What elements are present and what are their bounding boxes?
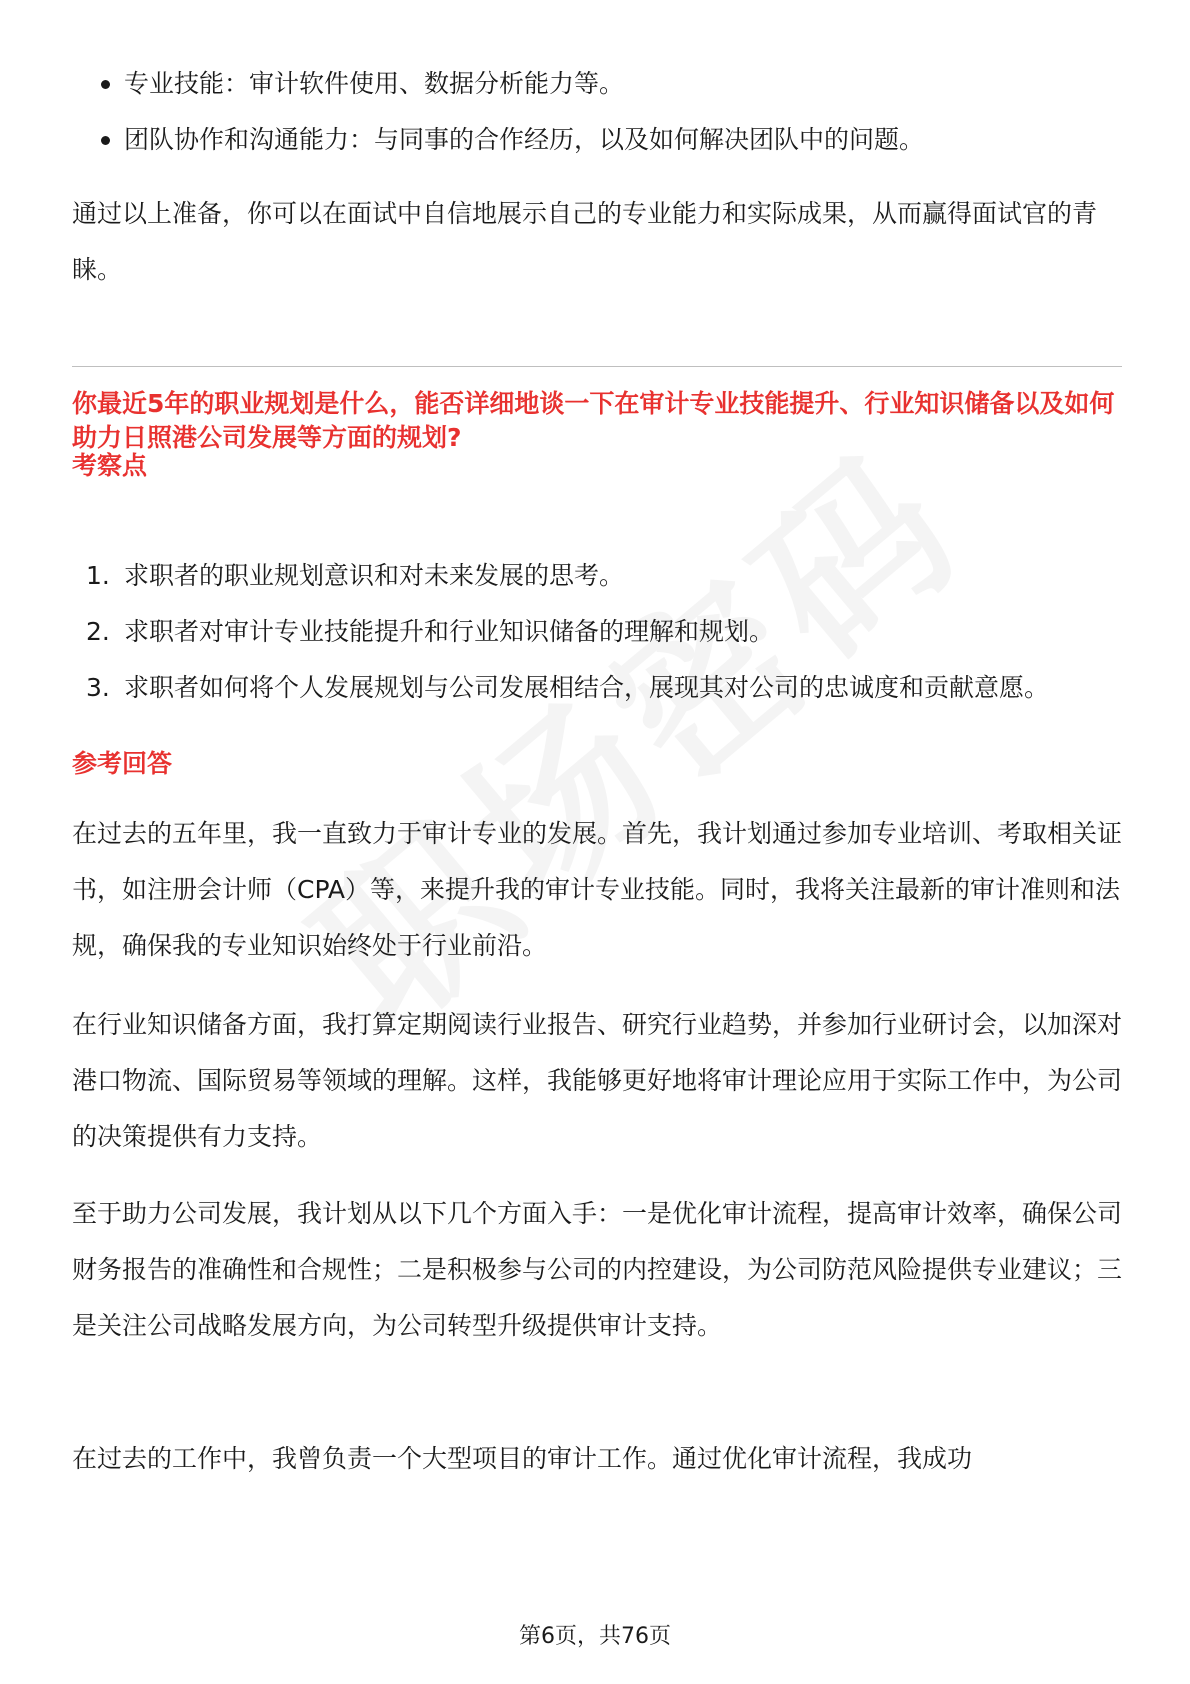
item-number: 1. <box>86 561 110 590</box>
interview-question: 你最近5年的职业规划是什么，能否详细地谈一下在审计专业技能提升、行业知识储备以及如何助力日照港公司发展等方面的规划? <box>72 389 1115 452</box>
item-text: 求职者对审计专业技能提升和行业知识储备的理解和规划。 <box>124 617 775 646</box>
skill-bullet-list <box>72 56 1122 168</box>
item-number: 3. <box>86 673 110 702</box>
item-number: 2. <box>86 617 110 646</box>
answer-heading: 参考回答 <box>72 749 173 778</box>
item-text: 求职者的职业规划意识和对未来发展的思考。 <box>124 561 625 590</box>
closing-paragraph: 通过以上准备，你可以在面试中自信地展示自己的专业能力和实际成果，从而赢得面试官的青睐。 <box>72 199 1098 284</box>
points-heading: 考察点 <box>72 451 148 480</box>
list-item: 团队协作和沟通能力：与同事的合作经历，以及如何解决团队中的问题。 <box>72 112 1122 168</box>
list-item <box>72 604 1122 660</box>
answer-paragraph: 在行业知识储备方面，我打算定期阅读行业报告、研究行业趋势，并参加行业研讨会，以加深对港口物流、国际贸易等领域的理解。这样，我能够更好地将审计理论应用于实际工作中，为公司的决策提供有力支持。 <box>72 1010 1123 1151</box>
evaluation-points-list <box>72 548 1122 716</box>
answer-paragraph: 在过去的工作中，我曾负责一个大型项目的审计工作。通过优化审计流程，我成功 <box>72 1444 973 1473</box>
page-number: 第6页，共76页 <box>519 1624 671 1649</box>
answer-paragraph: 至于助力公司发展，我计划从以下几个方面入手：一是优化审计流程，提高审计效率，确保公司财务报告的准确性和合规性；二是积极参与公司的内控建设，为公司防范风险提供专业建议；三是关注公司战略发展方向，为公司转型升级提供审计支持。 <box>72 1199 1123 1340</box>
list-item: 专业技能：审计软件使用、数据分析能力等。 <box>72 56 1122 112</box>
list-item <box>72 660 1122 716</box>
answer-paragraph: 在过去的五年里，我一直致力于审计专业的发展。首先，我计划通过参加专业培训、考取相关证书，如注册会计师（CPA）等，来提升我的审计专业技能。同时，我将关注最新的审计准则和法规，确保我的专业知识始终处于行业前沿。 <box>72 819 1123 960</box>
item-text: 求职者如何将个人发展规划与公司发展相结合，展现其对公司的忠诚度和贡献意愿。 <box>124 673 1050 702</box>
section-divider <box>72 366 1122 367</box>
list-item <box>72 548 1122 604</box>
